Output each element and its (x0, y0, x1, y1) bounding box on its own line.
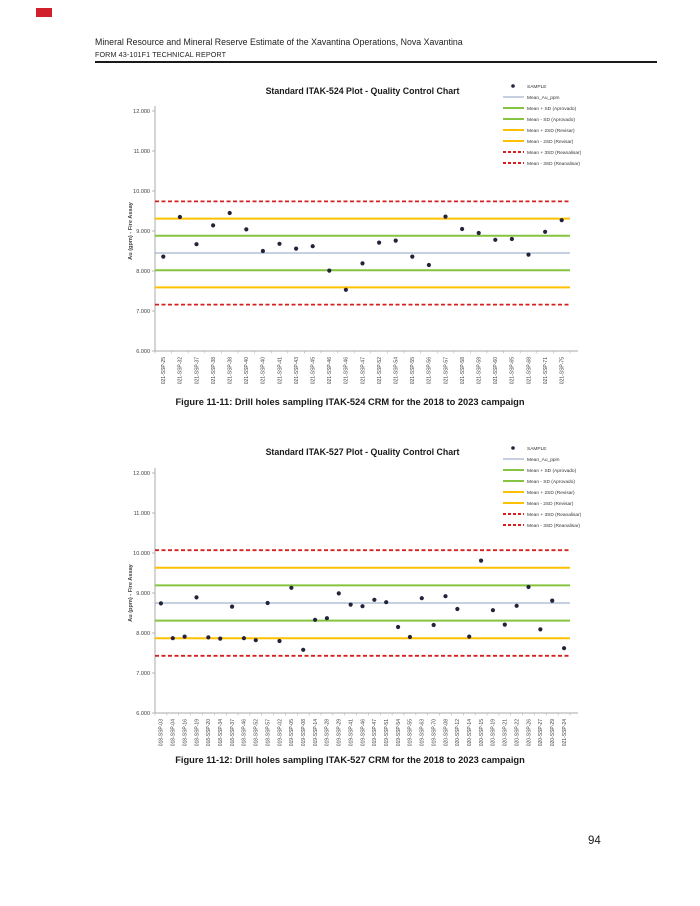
x-tick-label: 018-SSP-46 (241, 719, 248, 747)
chart2-caption: Figure 11-12: Drill holes sampling ITAK-527 CRM for the 2018 to 2023 campaign (175, 755, 525, 765)
chart2-canvas (118, 440, 585, 760)
x-tick-label: 021-SSP-41 (277, 357, 284, 385)
x-tick-label: 021-SSP-40 (244, 357, 251, 385)
x-tick-label: 021-SSP-46 (343, 357, 350, 385)
x-tick-label: 018-SSP-37 (229, 719, 236, 747)
page-number: 94 (588, 835, 601, 847)
x-tick-label: 021-SSP-38 (210, 357, 217, 385)
legend-label: Mean_Au_ppm (527, 457, 560, 463)
x-tick-label: 020-SSP-15 (478, 719, 485, 747)
x-tick-label: 021-SSP-24 (561, 719, 568, 747)
x-tick-label: 021-SSP-56 (426, 357, 433, 385)
x-tick-label: 021-SSP-46 (327, 357, 334, 385)
x-tick-label: 021-SSP-52 (376, 357, 383, 385)
data-point (360, 604, 364, 608)
x-tick-label: 018-SSP-03 (158, 719, 165, 747)
x-tick-label: 021-SSP-55 (410, 357, 417, 385)
y-tick-label: 11.000 (133, 149, 150, 155)
data-point (443, 215, 447, 219)
x-tick-label: 019-SSP-70 (431, 719, 438, 747)
x-tick-label: 019-SSP-41 (348, 719, 355, 747)
data-point (372, 598, 376, 602)
x-tick-label: 021-SSP-75 (559, 357, 566, 385)
data-point (408, 635, 412, 639)
x-tick-label: 020-SSP-21 (502, 719, 509, 747)
y-tick-label: 8.000 (136, 631, 150, 637)
x-tick-label: 019-SSP-47 (372, 719, 379, 747)
y-tick-label: 10.000 (133, 189, 150, 195)
x-tick-label: 021-SSP-57 (443, 357, 450, 385)
data-point (211, 223, 215, 227)
x-tick-label: 021-SSP-45 (310, 357, 317, 385)
data-point (491, 608, 495, 612)
data-point (526, 253, 530, 257)
x-tick-label: 021-SSP-59 (476, 357, 483, 385)
x-tick-label: 019-SSP-08 (301, 719, 308, 747)
data-point (327, 269, 331, 273)
y-tick-label: 8.000 (136, 269, 150, 275)
data-point (526, 585, 530, 589)
x-tick-label: 021-SSP-68 (526, 357, 533, 385)
x-tick-label: 019-SSP-46 (360, 719, 367, 747)
data-point (427, 263, 431, 267)
legend-label: Mean + 2SD (Revisar) (527, 128, 575, 134)
legend-label: Mean - 2SD (Revisar) (527, 501, 574, 507)
data-point (377, 241, 381, 245)
data-point (396, 625, 400, 629)
x-tick-label: 021-SSP-71 (542, 357, 549, 385)
data-point (460, 227, 464, 231)
x-tick-label: 018-SSP-57 (265, 719, 272, 747)
x-tick-label: 018-SSP-34 (218, 719, 225, 747)
data-point (277, 639, 281, 643)
x-tick-label: 021-SSP-58 (459, 357, 466, 385)
data-point (289, 586, 293, 590)
data-point (493, 238, 497, 242)
legend-label: Mean - SD (Aprovado) (527, 117, 575, 123)
data-point (337, 591, 341, 595)
data-point (384, 600, 388, 604)
y-tick-label: 12.000 (133, 471, 150, 477)
chart1-caption: Figure 11-11: Drill holes sampling ITAK-524 CRM for the 2018 to 2023 campaign (175, 397, 525, 407)
x-tick-label: 018-SSP-04 (170, 719, 177, 747)
chart1-y-axis-label: Au (gpm) - Fire Assay (128, 202, 134, 260)
data-point (171, 636, 175, 640)
y-tick-label: 6.000 (136, 711, 150, 717)
x-tick-label: 019-SSP-54 (395, 719, 402, 747)
x-tick-label: 021-SSP-40 (260, 357, 267, 385)
data-point (325, 616, 329, 620)
y-tick-label: 10.000 (133, 551, 150, 557)
data-point (562, 646, 566, 650)
x-tick-label: 020-SSP-27 (538, 719, 545, 747)
x-tick-label: 018-SSP-16 (182, 719, 189, 747)
y-tick-label: 11.000 (133, 511, 150, 517)
data-point (467, 635, 471, 639)
x-tick-label: 020-SSP-26 (526, 719, 533, 747)
y-tick-label: 9.000 (136, 591, 150, 597)
data-point (178, 215, 182, 219)
data-point (344, 288, 348, 292)
data-point (420, 596, 424, 600)
data-point (479, 559, 483, 563)
x-tick-label: 021-SSP-25 (161, 357, 168, 385)
y-tick-label: 12.000 (133, 109, 150, 115)
y-tick-label: 9.000 (136, 229, 150, 235)
data-point (311, 244, 315, 248)
data-point (242, 636, 246, 640)
data-point (560, 218, 564, 222)
data-point (550, 599, 554, 603)
data-point (410, 255, 414, 259)
x-tick-label: 019-SSP-14 (312, 719, 319, 747)
x-tick-label: 021-SSP-38 (227, 357, 234, 385)
x-tick-label: 018-SSP-19 (194, 719, 201, 747)
x-tick-label: 021-SSP-37 (194, 357, 201, 385)
y-tick-label: 7.000 (136, 671, 150, 677)
data-point (538, 627, 542, 631)
legend-label: Mean + 3SD (Reanalisar) (527, 150, 582, 156)
data-point (510, 237, 514, 241)
chart1-canvas (118, 78, 585, 398)
x-tick-label: 020-SSP-22 (514, 719, 521, 747)
x-tick-label: 021-SSP-54 (393, 357, 400, 385)
x-tick-label: 019-SSP-55 (407, 719, 414, 747)
x-tick-label: 020-SSP-12 (455, 719, 462, 747)
legend-label: SAMPLE (527, 84, 547, 90)
x-tick-label: 020-SSP-14 (467, 719, 474, 747)
legend-label: Mean + 3SD (Reanalisar) (527, 512, 582, 518)
x-tick-label: 019-SSP-29 (336, 719, 343, 747)
x-tick-label: 019-SSP-02 (277, 719, 284, 747)
data-point (432, 623, 436, 627)
x-tick-label: 019-SSP-63 (419, 719, 426, 747)
data-point (194, 242, 198, 246)
data-point (254, 638, 258, 642)
legend-label: Mean + SD (Aprovado) (527, 106, 577, 112)
x-tick-label: 018-SSP-20 (206, 719, 213, 747)
x-tick-label: 021-SSP-65 (509, 357, 516, 385)
data-point (277, 242, 281, 246)
report-header-subtitle: FORM 43-101F1 TECHNICAL REPORT (95, 50, 227, 59)
data-point (455, 607, 459, 611)
data-point (349, 603, 353, 607)
report-logo-mark (36, 8, 52, 17)
data-point (266, 601, 270, 605)
x-tick-label: 019-SSP-05 (289, 719, 296, 747)
data-point (515, 604, 519, 608)
data-point (244, 227, 248, 231)
legend-label: Mean + SD (Aprovado) (527, 468, 577, 474)
x-tick-label: 020-SSP-08 (443, 719, 450, 747)
legend-label: Mean - 3SD (Reanalisar) (527, 523, 581, 529)
data-point (194, 595, 198, 599)
x-tick-label: 021-SSP-32 (177, 357, 184, 385)
data-point (261, 249, 265, 253)
data-point (301, 648, 305, 652)
x-tick-label: 021-SSP-60 (493, 357, 500, 385)
chart2-y-axis-label: Au (ppm) - Fire Assay (128, 564, 134, 622)
legend-label: Mean - 2SD (Revisar) (527, 139, 574, 145)
y-tick-label: 6.000 (136, 349, 150, 355)
data-point (183, 635, 187, 639)
legend-label: Mean - 3SD (Reanalisar) (527, 161, 581, 167)
data-point (230, 605, 234, 609)
data-point (503, 623, 507, 627)
data-point (159, 601, 163, 605)
report-header-title: Mineral Resource and Mineral Reserve Estimate of the Xavantina Operations, Nova Xavantina (95, 37, 463, 47)
x-tick-label: 018-SSP-52 (253, 719, 260, 747)
chart1-title: Standard ITAK-524 Plot - Quality Control Chart (265, 86, 460, 96)
data-point (313, 618, 317, 622)
x-tick-label: 019-SSP-28 (324, 719, 331, 747)
data-point (218, 637, 222, 641)
data-point (394, 239, 398, 243)
x-tick-label: 021-SSP-47 (360, 357, 367, 385)
x-tick-label: 019-SSP-51 (384, 719, 391, 747)
legend-label: Mean_Au_ppm (527, 95, 560, 101)
x-tick-label: 020-SSP-29 (550, 719, 557, 747)
data-point (294, 247, 298, 251)
chart2-title: Standard ITAK-527 Plot - Quality Control Chart (265, 447, 460, 457)
data-point (477, 231, 481, 235)
y-tick-label: 7.000 (136, 309, 150, 315)
legend-sample-marker (511, 84, 515, 88)
legend-label: SAMPLE (527, 446, 547, 452)
legend-label: Mean + 2SD (Revisar) (527, 490, 575, 496)
header-rule (95, 61, 657, 63)
x-tick-label: 021-SSP-43 (293, 357, 300, 385)
data-point (161, 255, 165, 259)
x-tick-label: 020-SSP-19 (490, 719, 497, 747)
data-point (443, 594, 447, 598)
data-point (543, 230, 547, 234)
legend-sample-marker (511, 446, 515, 450)
data-point (206, 635, 210, 639)
data-point (228, 211, 232, 215)
legend-label: Mean - SD (Aprovado) (527, 479, 575, 485)
data-point (360, 261, 364, 265)
